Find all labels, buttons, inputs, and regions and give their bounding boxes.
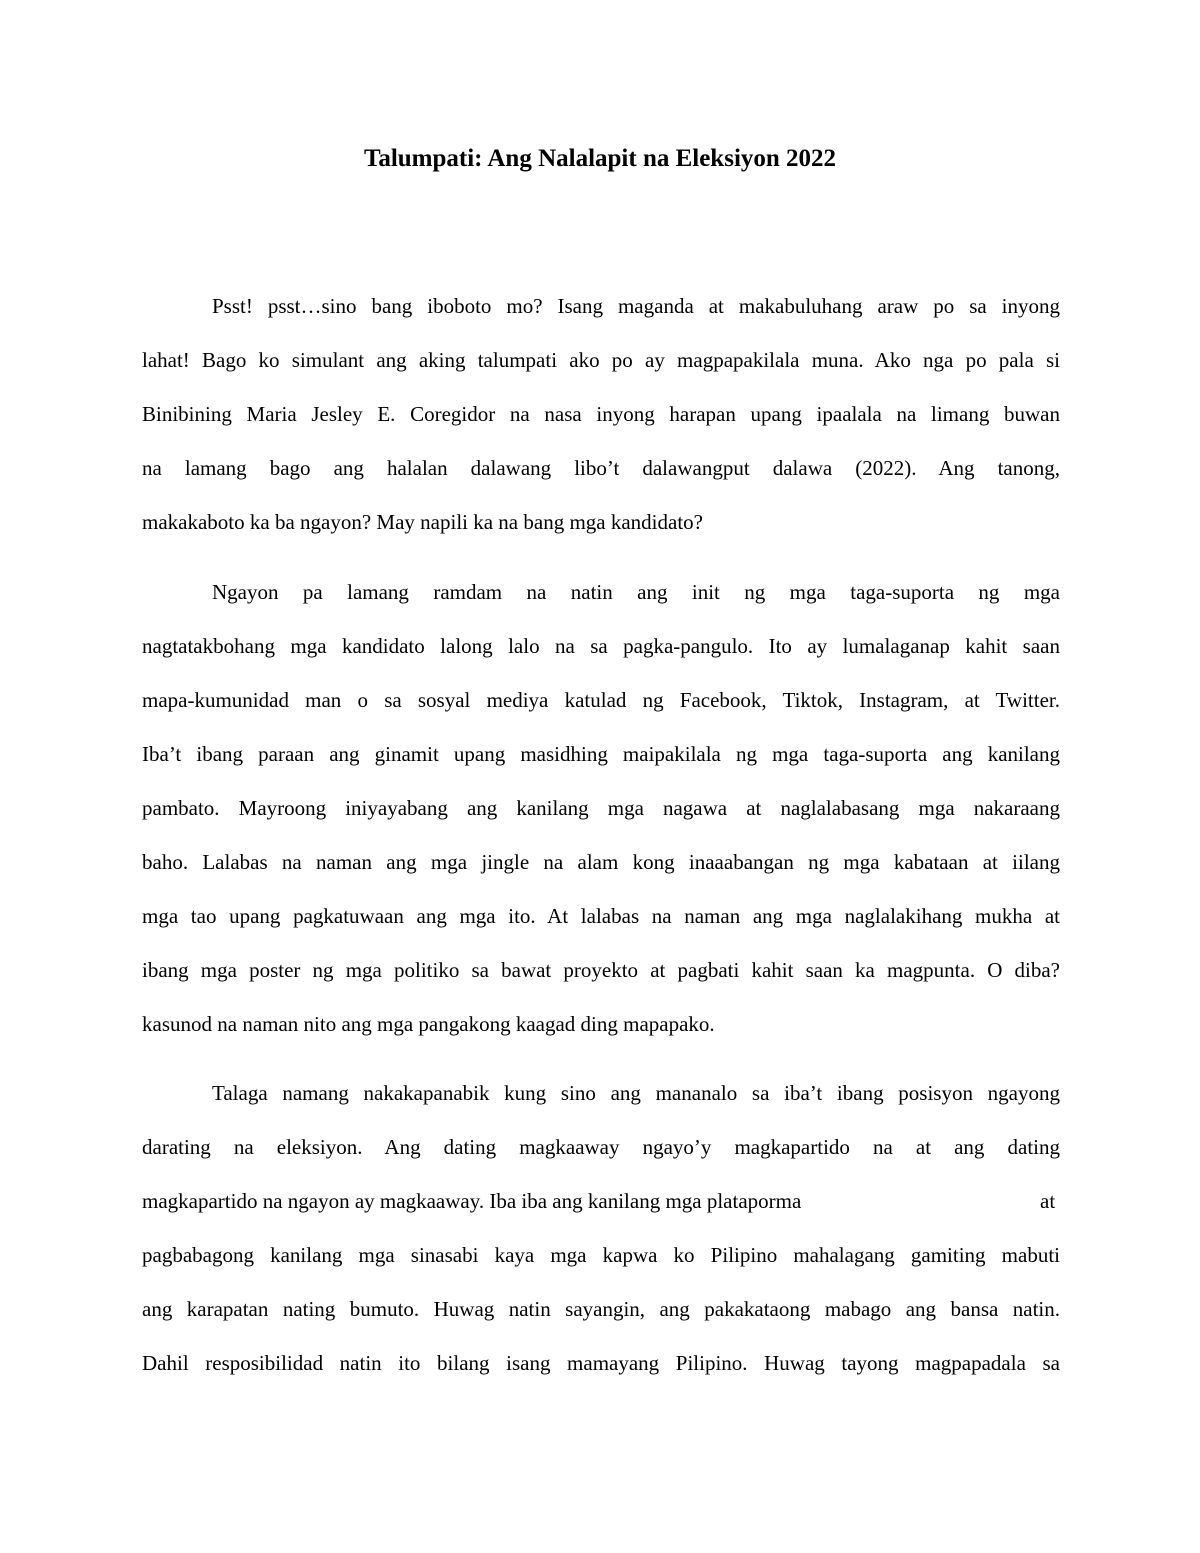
paragraph-line: ang karapatan nating bumuto. Huwag natin sayangin, ang pakakataong mabago ang bansa natin. bbox=[142, 1297, 1060, 1321]
paragraph-line: pambato. Mayroong iniyayabang ang kanilang mga nagawa at naglalabasang mga nakaraang bbox=[142, 796, 1060, 820]
paragraph-line: Dahil resposibilidad natin ito bilang isang mamayang Pilipino. Huwag tayong magpapadala sa bbox=[142, 1351, 1060, 1375]
document-title: Talumpati: Ang Nalalapit na Eleksiyon 2022 bbox=[363, 145, 837, 172]
paragraph-line: nagtatakbohang mga kandidato lalong lalo na sa pagka-pangulo. Ito ay lumalaganap kahit saan bbox=[142, 634, 1060, 658]
paragraph-line: Binibining Maria Jesley E. Coregidor na nasa inyong harapan upang ipaalala na limang buwan bbox=[142, 402, 1060, 426]
paragraph-line: Psst! psst…sino bang iboboto mo? Isang maganda at makabuluhang araw po sa inyong bbox=[212, 294, 1060, 318]
paragraph-line: makakaboto ka ba ngayon? May napili ka na bang mga kandidato? bbox=[142, 510, 703, 534]
paragraph-line: Ngayon pa lamang ramdam na natin ang init ng mga taga-suporta ng mga bbox=[212, 580, 1060, 604]
paragraph-line: mga tao upang pagkatuwaan ang mga ito. At lalabas na naman ang mga naglalakihang mukha at bbox=[142, 904, 1060, 928]
paragraph-line: kasunod na naman nito ang mga pangakong kaagad ding mapapako. bbox=[142, 1012, 715, 1036]
paragraph-line: Iba’t ibang paraan ang ginamit upang masidhing maipakilala ng mga taga-suporta ang kanilang bbox=[142, 742, 1060, 766]
paragraph-line: na lamang bago ang halalan dalawang libo’t dalawangput dalawa (2022). Ang tanong, bbox=[142, 456, 1060, 480]
trailing-word: at bbox=[1040, 1189, 1056, 1213]
paragraph-line: mapa-kumunidad man o sa sosyal mediya katulad ng Facebook, Tiktok, Instagram, at Twitter. bbox=[142, 688, 1060, 712]
paragraph-line: magkapartido na ngayon ay magkaaway. Iba iba ang kanilang mga plataporma bbox=[142, 1189, 802, 1213]
paragraph-line: pagbabagong kanilang mga sinasabi kaya mga kapwa ko Pilipino mahalagang gamiting mabuti bbox=[142, 1243, 1060, 1267]
paragraph-line: ibang mga poster ng mga politiko sa bawat proyekto at pagbati kahit saan ka magpunta. O diba? bbox=[142, 958, 1060, 982]
paragraph-line: baho. Lalabas na naman ang mga jingle na alam kong inaaabangan ng mga kabataan at iilang bbox=[142, 850, 1060, 874]
paragraph-line: darating na eleksiyon. Ang dating magkaaway ngayo’y magkapartido na at ang dating bbox=[142, 1135, 1060, 1159]
paragraph-line: lahat! Bago ko simulant ang aking talumpati ako po ay magpapakilala muna. Ako nga po pala si bbox=[142, 348, 1060, 372]
paragraph-line: Talaga namang nakakapanabik kung sino ang mananalo sa iba’t ibang posisyon ngayong bbox=[212, 1081, 1060, 1105]
